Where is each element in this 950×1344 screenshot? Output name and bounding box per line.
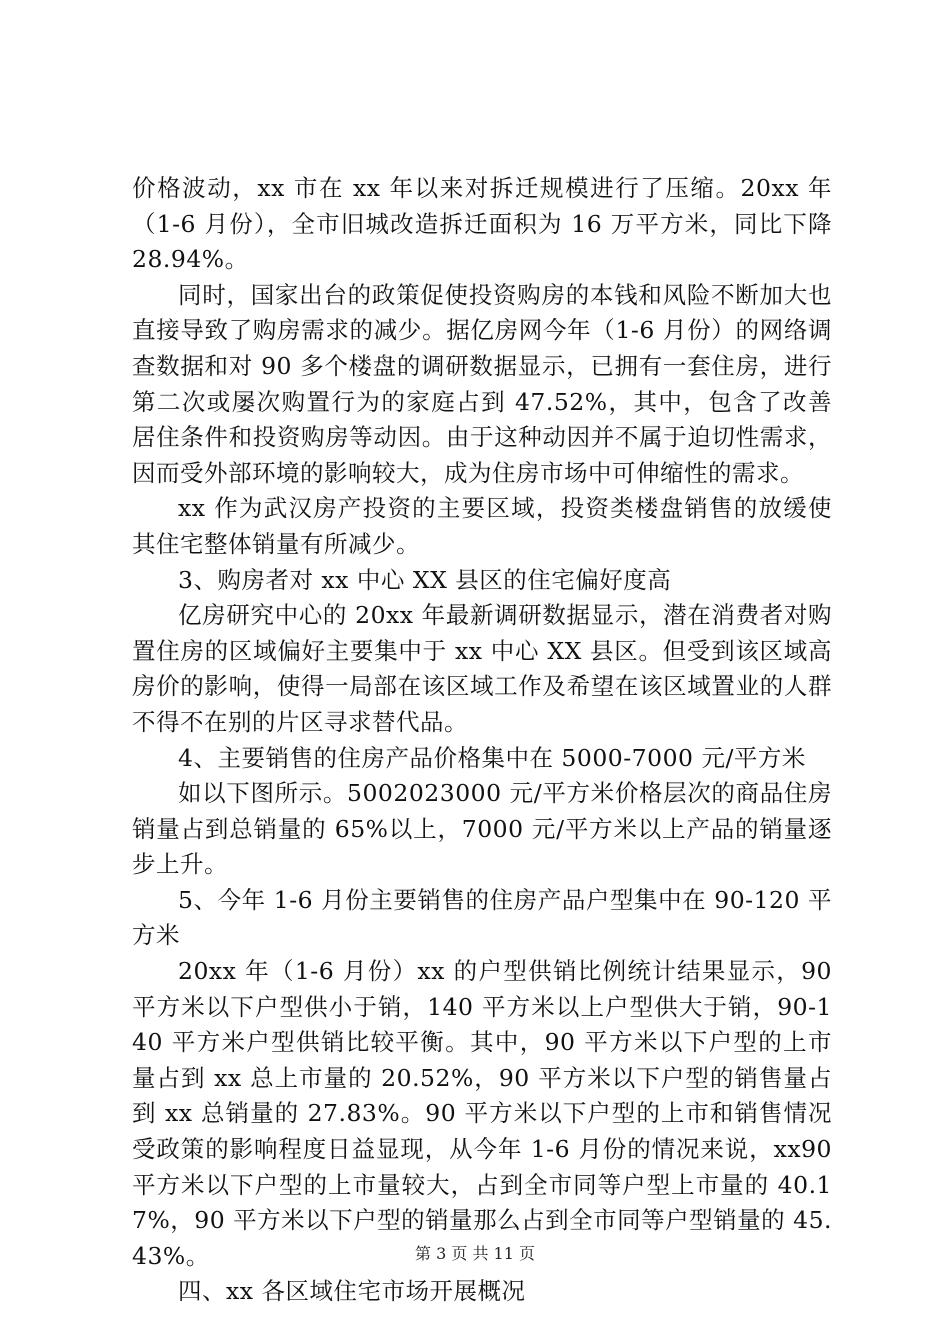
page-number-label: 第 3 页 共 11 页: [415, 1244, 535, 1263]
paragraph-5: 如以下图所示。5002023000 元/平方米价格层次的商品住房销量占到总销量的 65%以上，7000 元/平方米以上产品的销量逐步上升。: [132, 779, 832, 879]
document-body: [132, 171, 832, 1310]
section-heading-four: 四、xx 各区域住宅市场开展概况: [178, 1277, 526, 1306]
paragraph-4: 亿房研究中心的 20xx 年最新调研数据显示，潜在消费者对购置住房的区域偏好主要集中于 xx 中心 XX 县区。但受到该区域高房价的影响，使得一局部在该区域工作及希望在该区域置业的人群不得不在别的片区寻求替代品。: [132, 601, 832, 736]
paragraph-2: 同时，国家出台的政策促使投资购房的本钱和风险不断加大也直接导致了购房需求的减少。据亿房网今年（1-6 月份）的网络调查数据和对 90 多个楼盘的调研数据显示，已拥有一套住房，进行第二次或屡次购置行为的家庭占到 47.52%，其中，包含了改善居住条件和投资购房等动因。由于这种动因并不属于迫切性需求，因而受外部环境的影响较大，成为住房市场中可伸缩性的需求。: [132, 280, 832, 487]
section-heading-4: 4、主要销售的住房产品价格集中在 5000-7000 元/平方米: [178, 743, 806, 772]
paragraph-3: xx 作为武汉房产投资的主要区域，投资类楼盘销售的放缓使其住宅整体销量有所减少。: [132, 494, 832, 558]
paragraph-6: 20xx 年（1-6 月份）xx 的户型供销比例统计结果显示，90 平方米以下户型供小于销，140 平方米以上户型供大于销，90-140 平方米户型供销比较平衡。其中，90 平方米以下户型的上市量占到 xx 总上市量的 20.52%，90 平方米以下户型的销售量占到 xx 总销量的 27.83%。90 平方米以下户型的上市和销售情况受政策的影响程度日益显现，从今年 1-6 月份的情况来说，xx90 平方米以下户型的上市量较大，占到全市同等户型上市量的 40.17%，90 平方米以下户型的销量那么占到全市同等户型销量的 45.43%。: [132, 957, 832, 1270]
paragraph-1: 价格波动，xx 市在 xx 年以来对拆迁规模进行了压缩。20xx 年（1-6 月份），全市旧城改造拆迁面积为 16 万平方米，同比下降 28.94%。: [132, 174, 832, 274]
page-footer: [0, 1244, 950, 1264]
section-heading-5: 5、今年 1-6 月份主要销售的住房产品户型集中在 90-120 平方米: [132, 885, 832, 950]
section-heading-3: 3、购房者对 xx 中心 XX 县区的住宅偏好度高: [178, 565, 672, 594]
